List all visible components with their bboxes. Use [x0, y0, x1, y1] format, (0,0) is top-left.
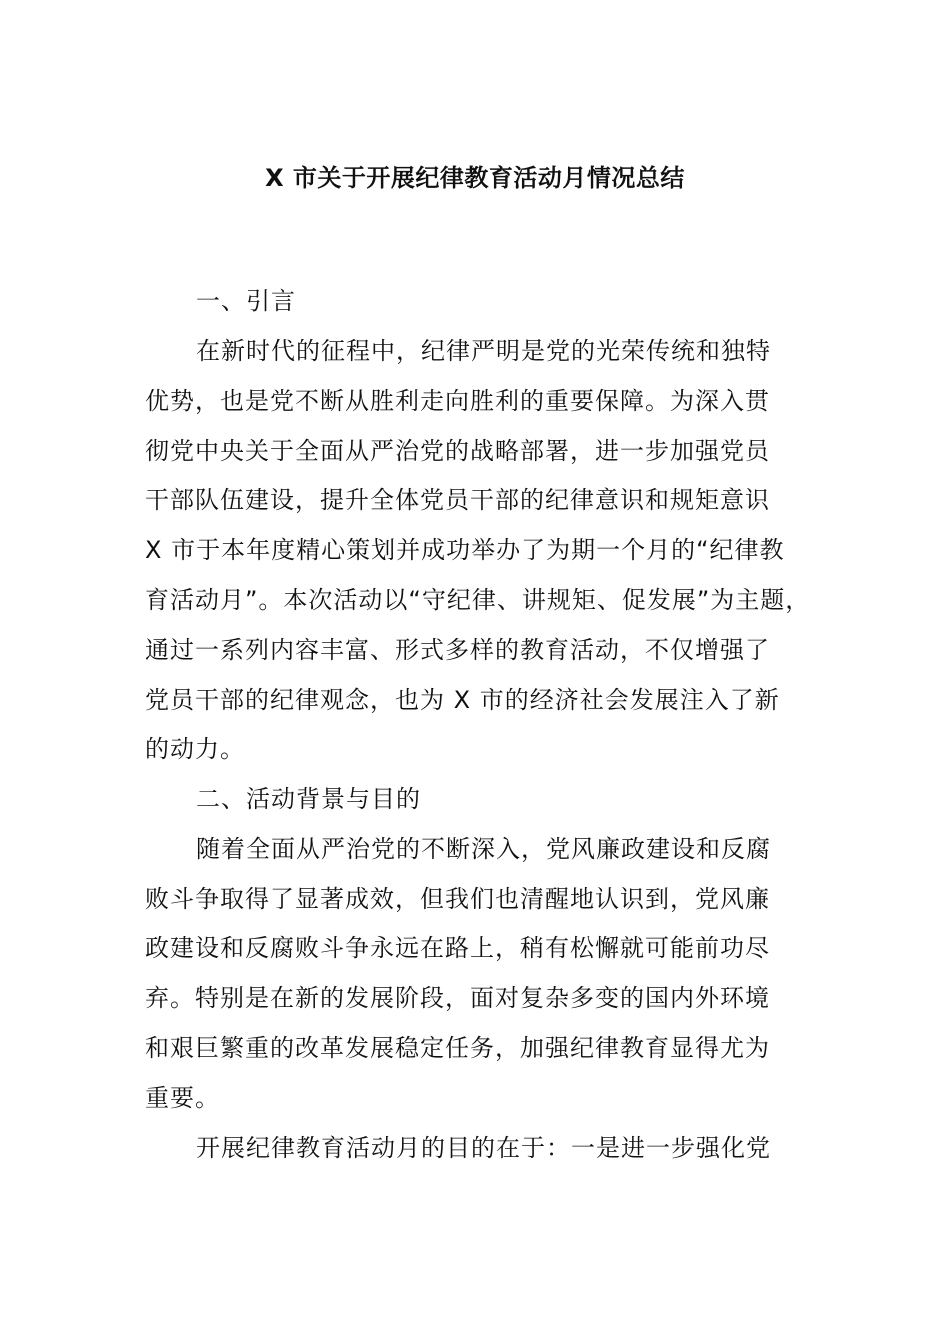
- paragraph-line: 随着全面从严治党的不断深入，党风廉政建设和反腐: [196, 835, 771, 863]
- paragraph-line: 党员干部的纪律观念，也为 X 市的经济社会发展注入了新: [145, 686, 780, 714]
- section-heading-background: 二、活动背景与目的: [196, 785, 421, 813]
- paragraph-line: 育活动月”。本次活动以“守纪律、讲规矩、促发展”为主题，: [145, 586, 811, 614]
- paragraph-line: 干部队伍建设，提升全体党员干部的纪律意识和规矩意识: [145, 486, 770, 514]
- document-title: X 市关于开展纪律教育活动月情况总结: [265, 164, 685, 192]
- paragraph-line: 弃。特别是在新的发展阶段，面对复杂多变的国内外环境: [145, 984, 770, 1012]
- section-heading-introduction: 一、引言: [196, 287, 296, 315]
- paragraph-line: 败斗争取得了显著成效，但我们也清醒地认识到，党风廉: [145, 885, 770, 913]
- paragraph-line: X 市于本年度精心策划并成功举办了为期一个月的“纪律教: [145, 536, 785, 564]
- paragraph-line: 的动力。: [145, 735, 245, 763]
- paragraph-line: 开展纪律教育活动月的目的在于：一是进一步强化党: [196, 1134, 771, 1162]
- paragraph-line: 彻党中央关于全面从严治党的战略部署，进一步加强党员: [145, 437, 770, 465]
- paragraph-line: 通过一系列内容丰富、形式多样的教育活动，不仅增强了: [145, 636, 770, 664]
- paragraph-line: 优势，也是党不断从胜利走向胜利的重要保障。为深入贯: [145, 387, 770, 415]
- paragraph-line: 重要。: [145, 1084, 220, 1112]
- paragraph-line: 和艰巨繁重的改革发展稳定任务，加强纪律教育显得尤为: [145, 1034, 770, 1062]
- paragraph-line: 在新时代的征程中，纪律严明是党的光荣传统和独特: [196, 337, 771, 365]
- paragraph-line: 政建设和反腐败斗争永远在路上，稍有松懈就可能前功尽: [145, 934, 770, 962]
